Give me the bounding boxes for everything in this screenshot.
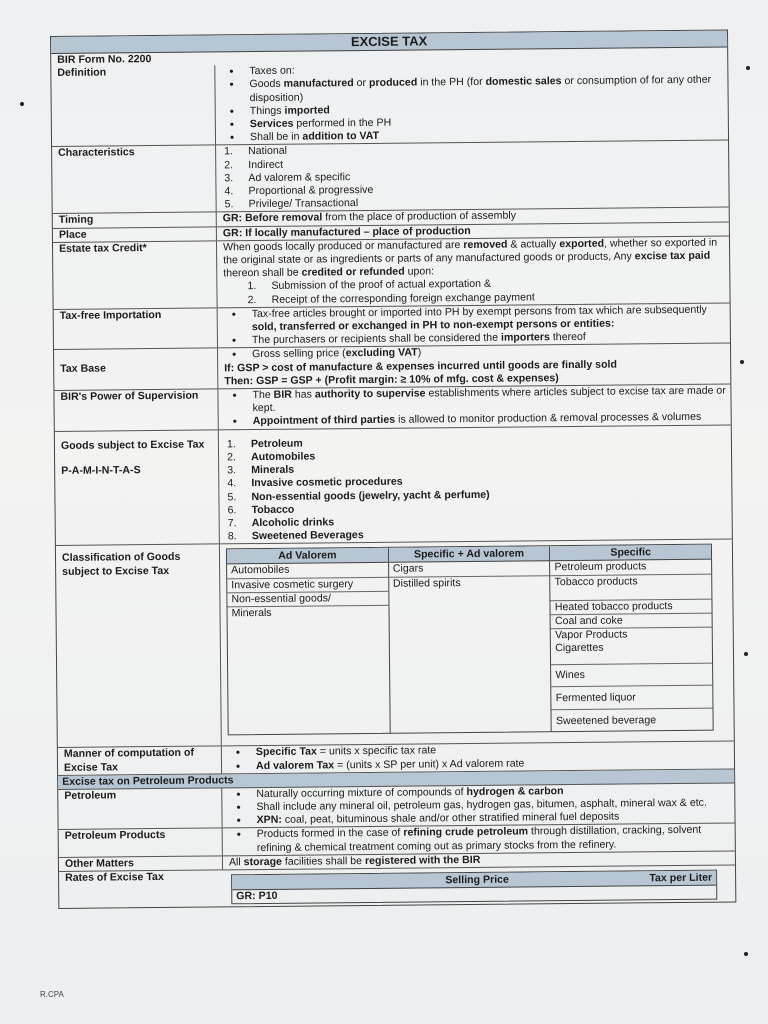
label-taxbase: Tax Base [54, 349, 218, 390]
list-item: Invasive cosmetic surgery [227, 577, 388, 593]
definition-item: • Things imported [250, 100, 724, 118]
margin-dot [746, 66, 750, 70]
list-item: 7. Alcoholic drinks [227, 516, 335, 530]
list-item: Distilled spirits [392, 576, 461, 590]
list-item: 2. Automobiles [226, 450, 316, 464]
margin-dot [740, 360, 744, 364]
column-ad-valorem [227, 548, 390, 735]
label-supervision: BIR's Power of Supervision [54, 389, 218, 430]
list-item: • The purchasers or recipients shall be considered the importers thereof [252, 330, 726, 348]
header-specific-ad-valorem: Specific + Ad valorem [389, 547, 550, 564]
list-item: Fermented liquor [552, 686, 713, 711]
credit-value: When goods locally produced or manufactured are removed & actually exported, whether so exported in the original state or as ingredients or parts of any manufactured goods or products, Any excise tax paid thereon shall be credited or refunded upon: 1. Submission of the proof of actual exportation & 2. Receipt of the corresponding foreign exchange payment [217, 236, 730, 307]
list-item: • Ad valorem Tax = (units x SP per unit) x Ad valorem rate [256, 755, 730, 773]
list-item: • Specific Tax = units x specific tax rate [256, 742, 730, 760]
row-petroleum [58, 783, 734, 830]
definition-item: • Taxes on: [249, 61, 723, 79]
header-ad-valorem: Ad Valorem [227, 548, 388, 565]
definition-item: • Shall be in addition to VAT [250, 127, 724, 145]
list-item: • Gross selling price (excluding VAT) [252, 344, 726, 362]
list-item: 4. Proportional & progressive [224, 183, 374, 198]
list-item: 5. Privilege/ Transactional [224, 197, 359, 211]
margin-dot [20, 102, 24, 106]
margin-dot [744, 952, 748, 956]
list-item: 1. National [224, 145, 288, 158]
label-characteristics: Characteristics [52, 146, 217, 214]
row-classification [56, 540, 734, 748]
list-item: • The BIR has authority to supervise establishments where articles subject to excise tax are made or kept. [252, 385, 726, 416]
rates-table [231, 870, 717, 905]
label-other-matters: Other Matters [59, 856, 223, 871]
column-specific [550, 545, 712, 732]
label-timing: Timing [53, 213, 217, 228]
section-petroleum: Excise tax on Petroleum Products [58, 769, 734, 789]
row-characteristics [52, 141, 729, 215]
list-item: 2. Indirect [224, 158, 284, 171]
list-item: Automobiles [227, 563, 388, 579]
row-taxbase [54, 344, 730, 391]
place-value: GR: If locally manufactured – place of production [222, 224, 471, 239]
taxbase-then: Then: GSP = GSP + (Profit margin: ≥ 10% of mfg. cost & expenses) [224, 372, 559, 388]
list-item: • Naturally occurring mixture of compounds of hydrogen & carbon [256, 783, 730, 801]
classification-grid [226, 544, 714, 736]
row-taxfree [54, 303, 730, 350]
list-item: 5. Non-essential goods (jewelry, yacht & perfume) [227, 488, 490, 503]
label-credit: Estate tax Credit* [53, 241, 218, 309]
list-item: Cigars [389, 562, 550, 578]
form-number: BIR Form No. 2200 [57, 53, 152, 66]
row-supervision [54, 385, 730, 432]
list-item: Sweetened beverage [555, 714, 657, 728]
list-item: • Appointment of third parties is allowed to monitor production & removal processes & volumes [253, 411, 727, 429]
list-item: Heated tobacco products [551, 599, 712, 615]
list-item: Coal and coke [551, 613, 712, 629]
pamintas-mnemonic: P-A-M-I-N-T-A-S [61, 464, 141, 477]
list-item: • Tax-free articles brought or imported into PH by exempt persons from tax which are subsequently sold, transferred or exchanged in PH to non-exempt persons or entities: [252, 303, 726, 334]
label-taxfree: Tax-free Importation [54, 308, 218, 349]
list-item: 3. Minerals [227, 463, 295, 477]
label-goods: Goods subject to Excise Tax [60, 438, 205, 452]
list-item: • Products formed in the case of refining crude petroleum through distillation, cracking, solvent refining & chemical treatment coming out as primary stocks from the refinery. [257, 824, 731, 855]
label-classification: Classification of Goods subject to Excise Tax [56, 545, 222, 748]
label-manner: Manner of computation of Excise Tax [58, 747, 222, 775]
row-goods [55, 425, 732, 546]
list-item: • Shall include any mineral oil, petroleum gas, hydrogen gas, bitumen, asphalt, mineral wax & etc. [256, 796, 730, 814]
list-item: Wines [551, 664, 712, 688]
label-petroleum-products: Petroleum Products [59, 829, 223, 857]
definition-item: • Goods manufactured or produced in the PH (for domestic sales or consumption of for any other disposition) [249, 74, 723, 105]
taxbase-if: If: GSP > cost of manufacture & expenses incurred until goods are finally sold [224, 358, 617, 375]
margin-dot [744, 652, 748, 656]
list-item: 6. Tobacco [227, 503, 295, 517]
header-specific: Specific [550, 545, 711, 562]
row-definition [51, 61, 728, 148]
column-specific-ad-valorem [389, 547, 552, 734]
page-title: EXCISE TAX [51, 31, 727, 54]
definition-item: • Services performed in the PH [250, 114, 724, 132]
label-petroleum: Petroleum [58, 788, 222, 829]
label-rates: Rates of Excise Tax [65, 870, 164, 884]
list-item: 1. Submission of the proof of actual exportation & [247, 278, 492, 293]
row-rates [59, 865, 735, 908]
list-item: 1. Petroleum [226, 437, 303, 451]
label-definition: Definition [51, 66, 216, 147]
list-item: 3. Ad valorem & specific [224, 170, 351, 185]
header-selling-price: Selling Price [445, 873, 509, 887]
list-item: • XPN: coal, peat, bituminous shale and/or other stratified mineral fuel deposits [256, 810, 730, 828]
list-item: Petroleum products [550, 560, 711, 576]
header-tax-per-liter: Tax per Liter [649, 871, 713, 885]
table-row: GR: P10 [236, 889, 278, 903]
list-item: 2. Receipt of the corresponding foreign exchange payment [247, 291, 535, 306]
list-item: 8. Sweetened Beverages [227, 529, 364, 543]
list-item: 4. Invasive cosmetic procedures [227, 475, 403, 490]
excise-tax-table [50, 29, 736, 909]
other-matters-value: All storage facilities shall be registered with the BIR [228, 853, 481, 869]
footer-mark: R.CPA [40, 990, 64, 999]
list-item: Vapor Products [555, 628, 628, 642]
list-item: Minerals [231, 606, 272, 620]
timing-value: GR: Before removal from the place of production of assembly [222, 209, 517, 225]
list-item: Non-essential goods/ [227, 591, 388, 607]
label-place: Place [53, 227, 217, 242]
row-credit [53, 236, 730, 310]
list-item: Tobacco products [551, 574, 712, 601]
list-item: Cigarettes [551, 641, 712, 666]
